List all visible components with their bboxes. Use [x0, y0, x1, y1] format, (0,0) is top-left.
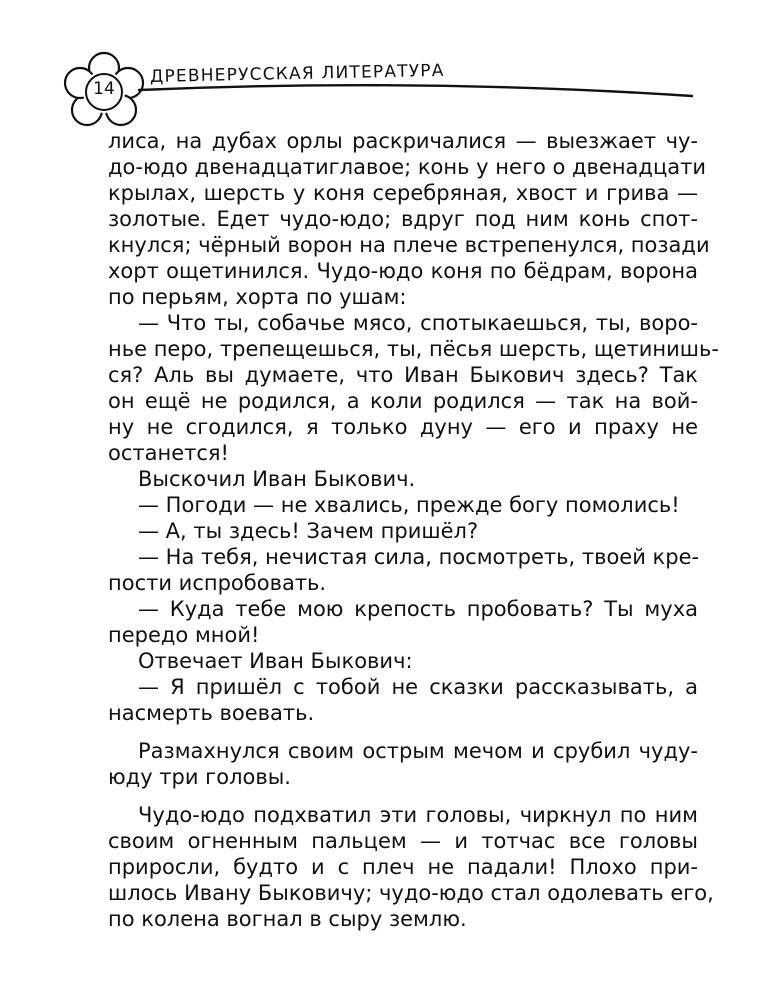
text-line: — А, ты здесь! Зачем пришёл? [138, 519, 479, 543]
text-line: нье перо, трепещешься, ты, пёсья шерсть, щетинишь- [108, 337, 719, 361]
text-line: насмерть воевать. [108, 701, 315, 725]
text-line: — На тебя, нечистая сила, посмотреть, твоей кре- [138, 545, 700, 569]
text-line: Выскочил Иван Быкович. [138, 467, 416, 491]
text-line: передо мной! [108, 623, 260, 647]
text-line: ся? Аль вы думаете, что Иван Быкович здесь? Так [108, 363, 698, 387]
header-rule [139, 85, 692, 96]
running-title: ДРЕВНЕРУССКАЯ ЛИТЕРАТУРА [149, 60, 445, 87]
text-line: — Я пришёл с тобой не сказки рассказывать, а [138, 675, 698, 699]
text-line: — Что ты, собачье мясо, спотыкаешься, ты, воро- [138, 311, 698, 335]
text-line: своим огненным пальцем — и тотчас все головы [108, 829, 698, 853]
text-line: по перьям, хорта по ушам: [108, 285, 407, 309]
text-line: хорт ощетинился. Чудо-юдо коня по бёдрам, ворона [108, 259, 698, 283]
text-line: — Куда тебе мою крепость пробовать? Ты муха [138, 597, 698, 621]
text-line: останется! [108, 441, 229, 465]
text-line: Отвечает Иван Быкович: [138, 649, 413, 673]
text-line: Размахнулся своим острым мечом и срубил чуду- [138, 739, 698, 763]
text-line: ну не сгодился, я только дуну — его и праху не [108, 415, 698, 439]
page-number: 14 [93, 79, 115, 99]
text-line: Чудо-юдо подхватил эти головы, чиркнул по ним [138, 803, 698, 827]
text-line: по колена вогнал в сыру землю. [108, 907, 467, 931]
text-line: шлось Ивану Быковичу; чудо-юдо стал одолевать его, [108, 881, 714, 905]
page-header [0, 0, 759, 130]
body-text [108, 128, 719, 932]
text-line: кнулся; чёрный ворон на плече встрепенулся, позади [108, 233, 710, 257]
text-line: лиса, на дубах орлы раскричалися — выезжает чу- [108, 129, 698, 153]
text-line: юду три головы. [108, 765, 291, 789]
text-line: крылах, шерсть у коня серебряная, хвост и грива — [108, 181, 698, 205]
text-line: до-юдо двенадцатиглавое; конь у него о двенадцати [108, 155, 706, 179]
text-line: — Погоди — не хвались, прежде богу помолись! [138, 493, 680, 517]
text-line: пости испробовать. [108, 571, 327, 595]
text-line: золотые. Едет чудо-юдо; вдруг под ним конь спот- [108, 207, 698, 231]
text-line: приросли, будто и с плеч не падали! Плохо при- [108, 855, 698, 879]
text-line: он ещё не родился, а коли родился — так на вой- [108, 389, 698, 413]
